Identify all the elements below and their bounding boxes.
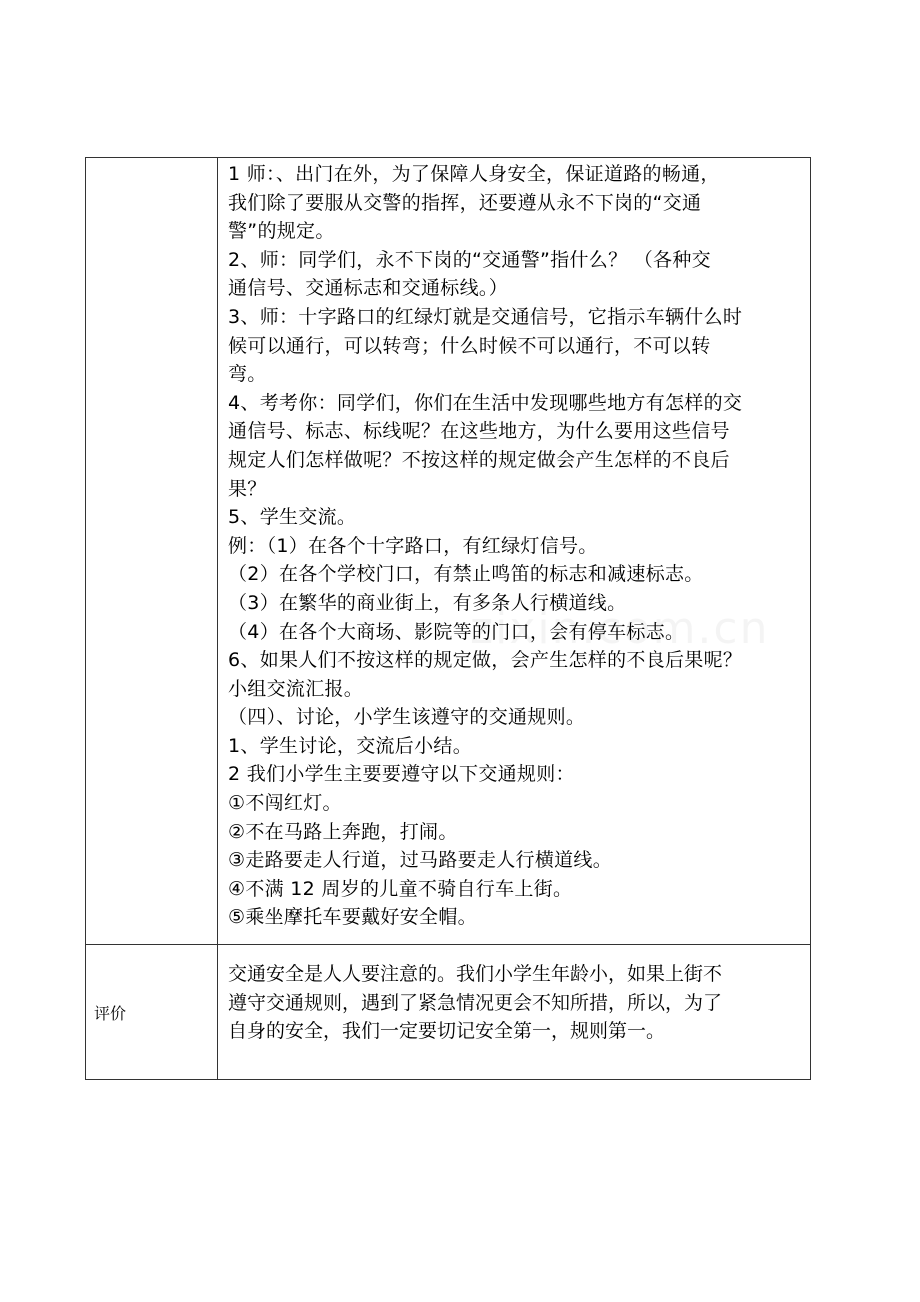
process-line: 果？ <box>228 477 267 500</box>
process-line: （3）在繁华的商业街上，有多条人行横道线。 <box>228 591 627 614</box>
evaluation-line: 自身的安全，我们一定要切记安全第一，规则第一。 <box>228 1020 666 1043</box>
process-line: 警”的规定。 <box>228 220 335 243</box>
process-line: 3、师：十字路口的红绿灯就是交通信号，它指示车辆什么时 <box>228 305 743 328</box>
process-line: ⑤乘坐摩托车要戴好安全帽。 <box>228 906 477 929</box>
evaluation-line: 交通安全是人人要注意的。我们小学生年龄小，如果上街不 <box>228 963 723 985</box>
process-line: 1、学生讨论，交流后小结。 <box>228 734 472 757</box>
process-line: 例：（1）在各个十字路口，有红绿灯信号。 <box>228 534 598 557</box>
process-line: （2）在各个学校门口，有禁止鸣笛的标志和减速标志。 <box>228 563 704 586</box>
process-line: ③走路要走人行道，过马路要走人行横道线。 <box>228 849 613 872</box>
process-line: ②不在马路上奔跑，打闹。 <box>228 820 458 843</box>
lesson-plan-table <box>85 157 811 1080</box>
process-line: ④不满 12 周岁的儿童不骑自行车上街。 <box>228 877 573 900</box>
process-line: 通信号、交通标志和交通标线。） <box>228 277 509 300</box>
process-line: 6、如果人们不按这样的规定做，会产生怎样的不良后果呢？ <box>228 649 743 672</box>
process-line: 5、学生交流。 <box>228 506 357 529</box>
process-line: 1 师：、出门在外，为了保障人身安全，保证道路的畅通， <box>228 163 720 185</box>
process-line: （4）在各个大商场、影院等的门口，会有停车标志。 <box>228 620 685 643</box>
process-line: 弯。 <box>228 363 267 386</box>
process-label-cell <box>86 158 218 945</box>
process-line: 规定人们怎样做呢？不按这样的规定做会产生怎样的不良后 <box>228 448 730 471</box>
process-line: ①不闯红灯。 <box>228 792 342 815</box>
evaluation-line: 遵守交通规则，遇到了紧急情况更会不知所措，所以，为了 <box>228 991 723 1014</box>
process-line: 2、师：同学们，永不下岗的“交通警”指什么？ （各种交 <box>228 248 711 271</box>
evaluation-row <box>86 945 811 1080</box>
process-line: 小组交流汇报。 <box>228 677 364 700</box>
process-content-cell <box>218 158 811 945</box>
evaluation-content-cell <box>218 945 811 1080</box>
process-line: 2 我们小学生主要要遵守以下交通规则： <box>228 763 575 786</box>
evaluation-label: 评价 <box>86 945 218 1080</box>
process-line: 通信号、标志、标线呢？在这些地方，为什么要用这些信号 <box>228 420 730 443</box>
process-row <box>86 158 811 945</box>
process-line: 4、考考你：同学们，你们在生活中发现哪些地方有怎样的交 <box>228 391 743 414</box>
process-line: 我们除了要服从交警的指挥，还要遵从永不下岗的“交通 <box>228 191 702 214</box>
process-line: （四）、讨论，小学生该遵守的交通规则。 <box>228 706 586 729</box>
process-line: 候可以通行，可以转弯；什么时候不可以通行，不可以转 <box>228 334 711 357</box>
